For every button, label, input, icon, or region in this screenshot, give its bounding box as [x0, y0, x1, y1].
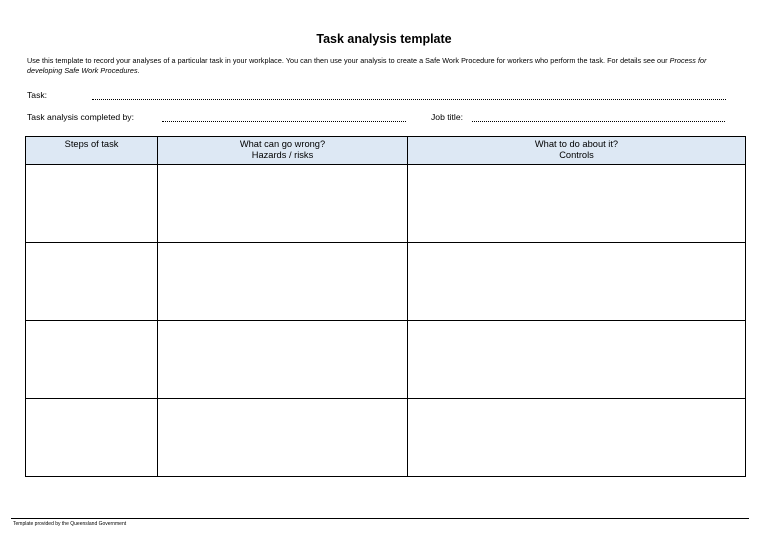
table-row [26, 243, 746, 321]
task-analysis-table [25, 136, 746, 477]
header-controls: What to do about it? Controls [408, 137, 746, 165]
step-cell[interactable] [26, 243, 158, 321]
completed-by-field[interactable] [162, 121, 406, 122]
job-title-label: Job title: [431, 112, 464, 122]
page-title: Task analysis template [316, 32, 452, 46]
header-steps: Steps of task [26, 137, 158, 165]
step-cell[interactable] [26, 399, 158, 477]
hazard-cell[interactable] [158, 243, 408, 321]
footer-credit: Template provided by the Queensland Government [13, 521, 127, 527]
control-cell[interactable] [408, 243, 746, 321]
intro-end: . [137, 65, 140, 75]
hazard-cell[interactable] [158, 321, 408, 399]
intro-paragraph [27, 56, 739, 75]
step-cell[interactable] [26, 165, 158, 243]
job-title-field[interactable] [472, 121, 725, 122]
task-label: Task: [27, 90, 48, 100]
step-cell[interactable] [26, 321, 158, 399]
table-row [26, 321, 746, 399]
hazard-cell[interactable] [158, 165, 408, 243]
table-header-row [26, 137, 746, 165]
procedure-reference: Process for developing Safe Work Procedures [27, 56, 707, 75]
completed-by-label: Task analysis completed by: [27, 112, 134, 122]
table-row [26, 165, 746, 243]
control-cell[interactable] [408, 165, 746, 243]
intro-text: Use this template to record your analyses of a particular task in your workplace. You can then use your analysis to create a Safe Work Procedure for workers who perform the task. For details see our [27, 56, 670, 65]
task-field[interactable] [92, 99, 726, 100]
header-hazards: What can go wrong? Hazards / risks [158, 137, 408, 165]
hazard-cell[interactable] [158, 399, 408, 477]
footer-divider [11, 518, 749, 519]
table-row [26, 399, 746, 477]
control-cell[interactable] [408, 399, 746, 477]
control-cell[interactable] [408, 321, 746, 399]
